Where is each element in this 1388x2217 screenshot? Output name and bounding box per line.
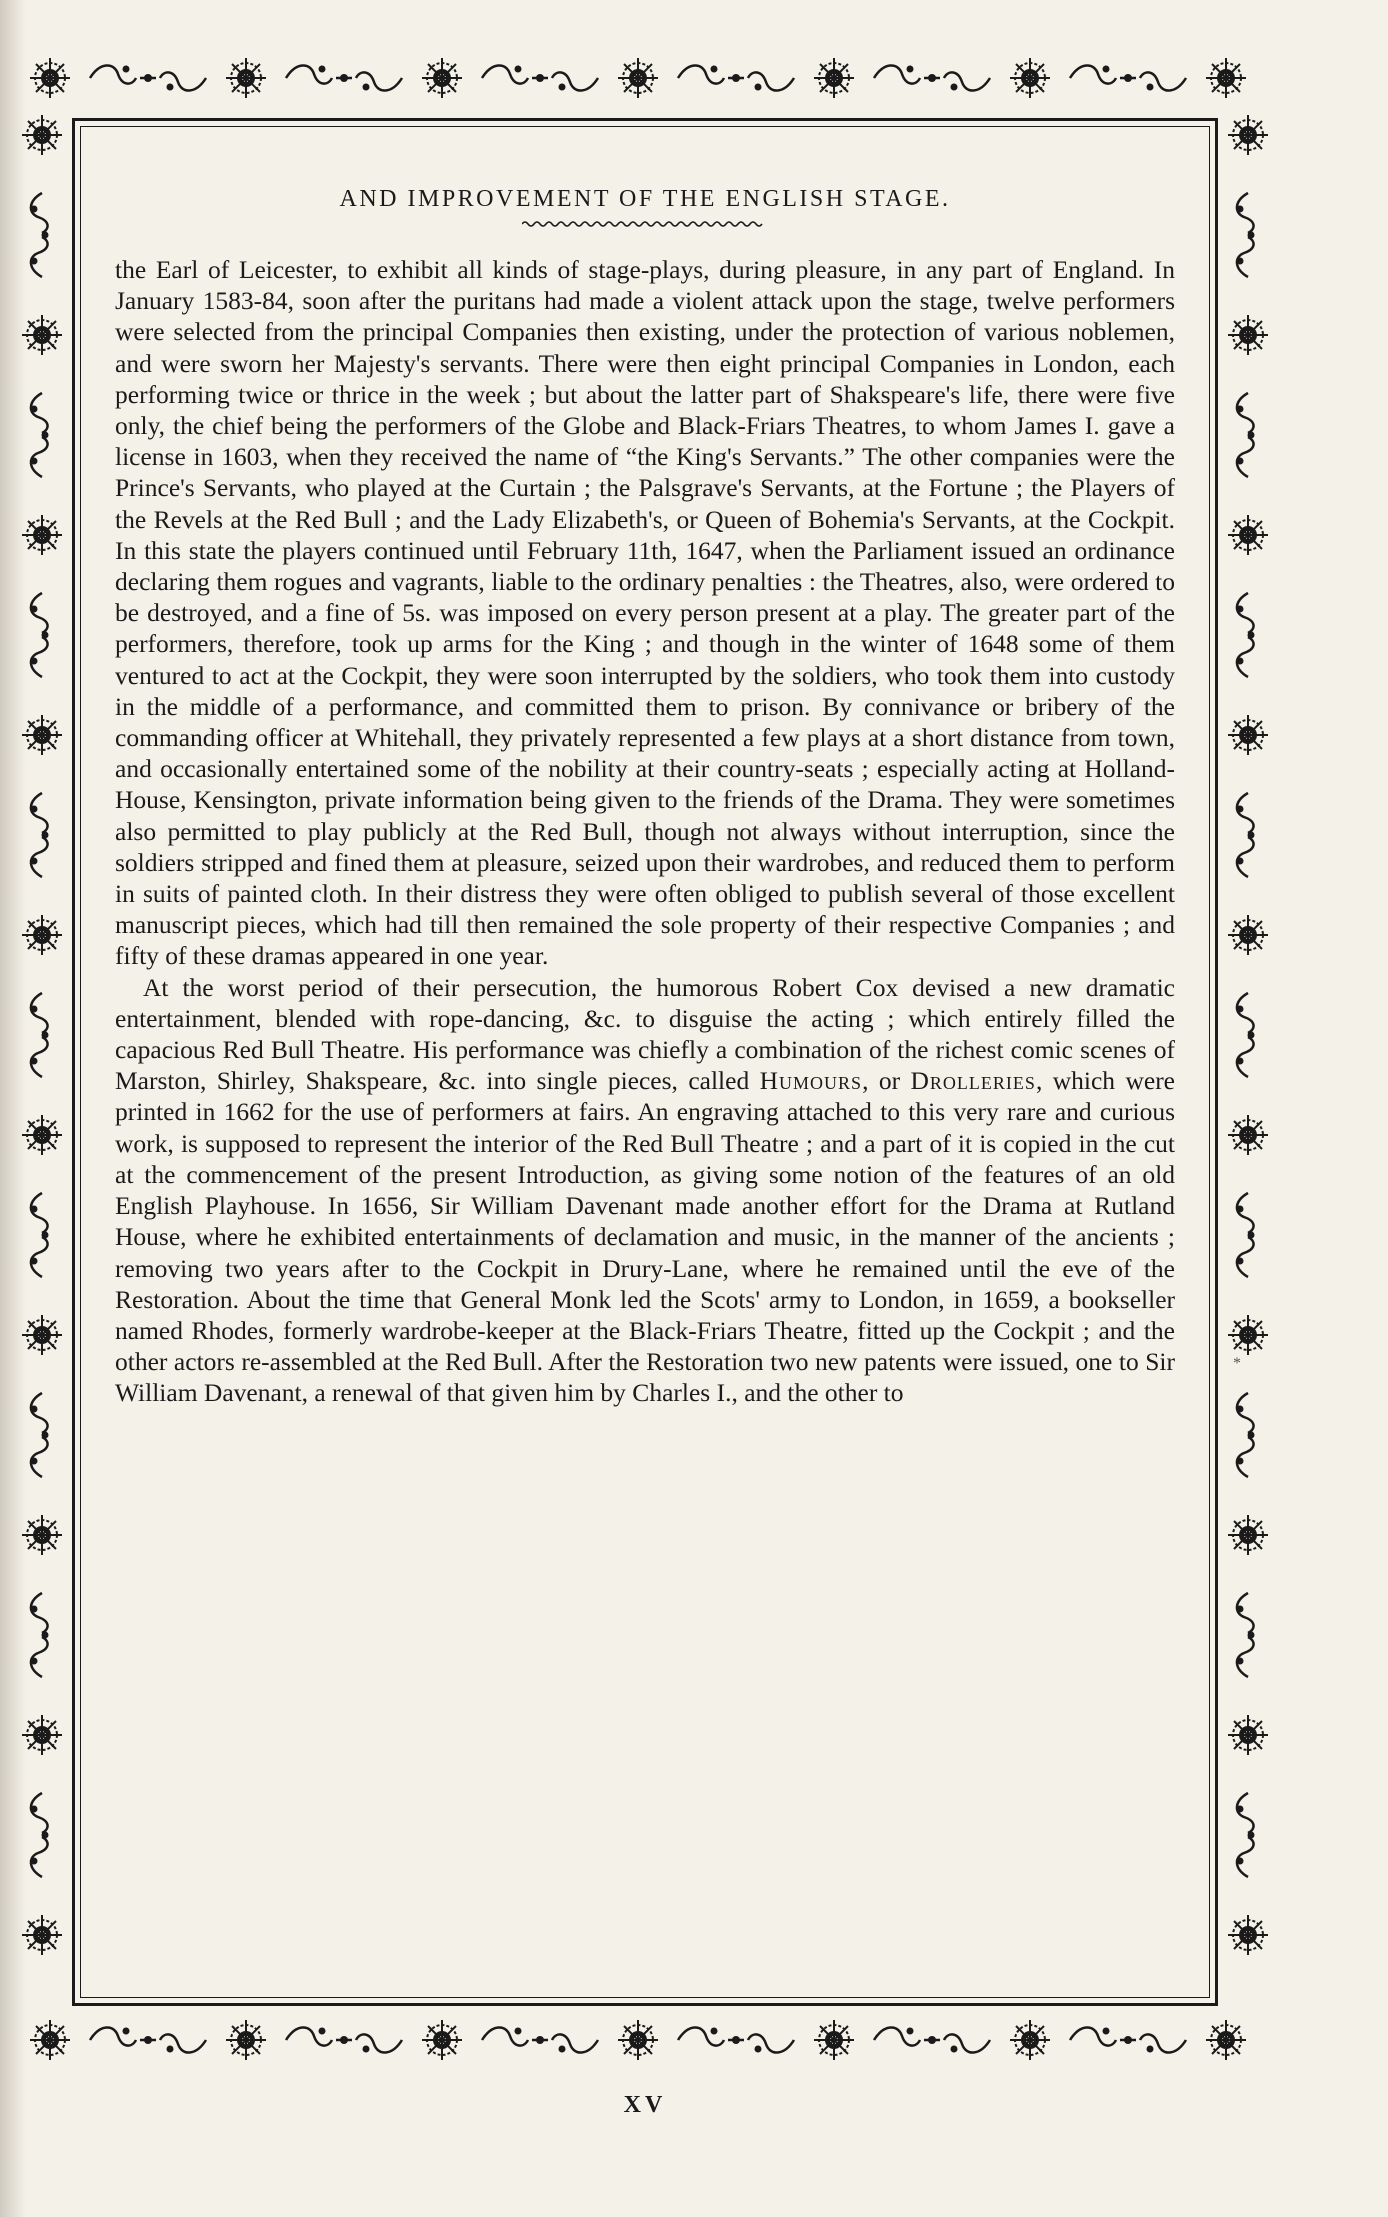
small-caps-term: Humours [759,1066,863,1096]
scroll-ornament [1237,1593,1255,1677]
rosette-ornament [1228,1315,1268,1355]
small-caps-term: Drolleries [910,1066,1036,1096]
rosette-ornament [22,715,62,755]
paragraph-text: , or [862,1066,911,1096]
rosette-ornament [814,2020,854,2060]
rosette-ornament [226,2020,266,2060]
scroll-ornament [1237,393,1255,477]
scroll-ornament [678,65,794,90]
rosette-ornament [22,1915,62,1955]
scroll-ornament [31,1393,49,1477]
rosette-ornament [618,2020,658,2060]
rosette-ornament [22,115,62,155]
scroll-ornament [31,1793,49,1877]
scroll-ornament [1237,1393,1255,1477]
rosette-ornament [22,1715,62,1755]
rosette-ornament [226,58,266,98]
rosette-ornament [22,1315,62,1355]
body-text [115,254,1175,1409]
scroll-ornament [286,2027,402,2052]
rosette-ornament [1228,1915,1268,1955]
rosette-ornament [1228,115,1268,155]
rosette-ornament [1206,2020,1246,2060]
scroll-ornament [90,2027,206,2052]
scroll-ornament [1070,2027,1186,2052]
scroll-ornament [31,993,49,1077]
rosette-ornament [422,58,462,98]
scroll-ornament [874,65,990,90]
rosette-ornament [22,915,62,955]
rosette-ornament [30,2020,70,2060]
rosette-ornament [1228,1515,1268,1555]
scroll-ornament [1237,1793,1255,1877]
scroll-ornament [1237,993,1255,1077]
rosette-ornament [22,515,62,555]
rosette-ornament [1010,2020,1050,2060]
rosette-ornament [618,58,658,98]
paragraph-text: At the worst period of their persecution, the humorous Robert Cox devised a new dramatic entertainment, blended with rope-dancing, &c. to disguise the acting ; which entirely filled the capacious Red Bull Theatre. His performance was chiefly a combination of the richest comic scenes of Marston, Shirley, Shakspeare, &c. into single pieces, called [115,972,1175,1096]
scroll-ornament [1237,593,1255,677]
scroll-ornament [31,1593,49,1677]
paragraph [115,972,1175,1409]
rosette-ornament [422,2020,462,2060]
running-head-rule [522,220,766,228]
scroll-ornament [482,65,598,90]
scroll-ornament [678,2027,794,2052]
rosette-ornament [1010,58,1050,98]
scroll-ornament [31,793,49,877]
rosette-ornament [22,1115,62,1155]
rosette-ornament [1228,1715,1268,1755]
scroll-ornament [1237,1193,1255,1277]
stray-mark: * [1233,1355,1241,1372]
rosette-ornament [814,58,854,98]
rosette-ornament [1228,315,1268,355]
paragraph: the Earl of Leicester, to exhibit all kinds of stage-plays, during pleasure, in any part of England. In January 1583-84, soon after the puritans had made a violent attack upon the stage, twelve performers were selected from the principal Companies then existing, under the protection of various noblemen, and were sworn her Majesty's servants. There were then eight principal Companies in London, each performing twice or thrice in the week ; but about the latter part of Shakspeare's life, there were five only, the chief being the performers of the Globe and Black-Friars Theatres, to whom James I. gave a license in 1603, when they received the name of “the King's Servants.” The other companies were the Prince's Servants, who played at the Curtain ; the Palsgrave's Servants, at the Fortune ; the Players of the Revels at the Red Bull ; and the Lady Elizabeth's, or Queen of Bohemia's Servants, at the Cockpit. In this state the players continued until February 11th, 1647, when the Parliament issued an ordinance declaring them rogues and vagrants, liable to the ordinary penalties : the Theatres, also, were ordered to be destroyed, and a fine of 5s. was imposed on every person present at a play. The greater part of the performers, therefore, took up arms for the King ; and though in the winter of 1648 some of them ventured to act at the Cockpit, they were soon interrupted by the soldiers, who took them into custody in the middle of a performance, and committed them to prison. By connivance or bribery of the commanding officer at Whitehall, they privately represented a few plays at a short distance from town, and occasionally entertained some of the nobility at their country-seats ; especially acting at Holland-House, Kensington, private information being given to the friends of the Drama. They were sometimes also permitted to play publicly at the Red Bull, though not always without interruption, since the soldiers stripped and fined them at pleasure, seized upon their wardrobes, and reduced them to perform in suits of painted cloth. In their distress they were often obliged to publish several of those excellent manuscript pieces, which had till then remained the sole property of their respective Companies ; and fifty of these dramas appeared in one year. [115,255,1175,971]
scroll-ornament [1237,193,1255,277]
scroll-ornament [482,2027,598,2052]
rosette-ornament [1206,58,1246,98]
scroll-ornament [31,593,49,677]
rosette-ornament [30,58,70,98]
scroll-ornament [31,1193,49,1277]
rosette-ornament [1228,715,1268,755]
scroll-ornament [286,65,402,90]
paragraph-text: , which were printed in 1662 for the use of performers at fairs. An engraving attached to this very rare and curious work, is supposed to represent the interior of the Red Bull Theatre ; and a part of it is copied in the cut at the commencement of the present Introduction, as giving some notion of the features of an old English Playhouse. In 1656, Sir William Davenant made another effort for the Drama at Rutland House, where he exhibited entertainments of declamation and music, in the manner of the ancients ; removing two years after to the Cockpit in Drury-Lane, where he remained until the eve of the Restoration. About the time that General Monk led the Scots' army to London, in 1659, a bookseller named Rhodes, formerly wardrobe-keeper at the Black-Friars Theatre, fitted up the Cockpit ; and the other actors re-assembled at the Red Bull. After the Restoration two new patents were issued, one to Sir William Davenant, a renewal of that given him by Charles I., and the other to [115,1066,1175,1408]
scroll-ornament [874,2027,990,2052]
scroll-ornament [31,193,49,277]
scroll-ornament [90,65,206,90]
page-number: XV [623,2092,667,2118]
scroll-ornament [1237,793,1255,877]
running-head: AND IMPROVEMENT OF THE ENGLISH STAGE. [339,186,951,212]
rosette-ornament [1228,515,1268,555]
scroll-ornament [31,393,49,477]
rosette-ornament [22,1515,62,1555]
rosette-ornament [1228,1115,1268,1155]
scroll-ornament [1070,65,1186,90]
rosette-ornament [1228,915,1268,955]
rosette-ornament [22,315,62,355]
